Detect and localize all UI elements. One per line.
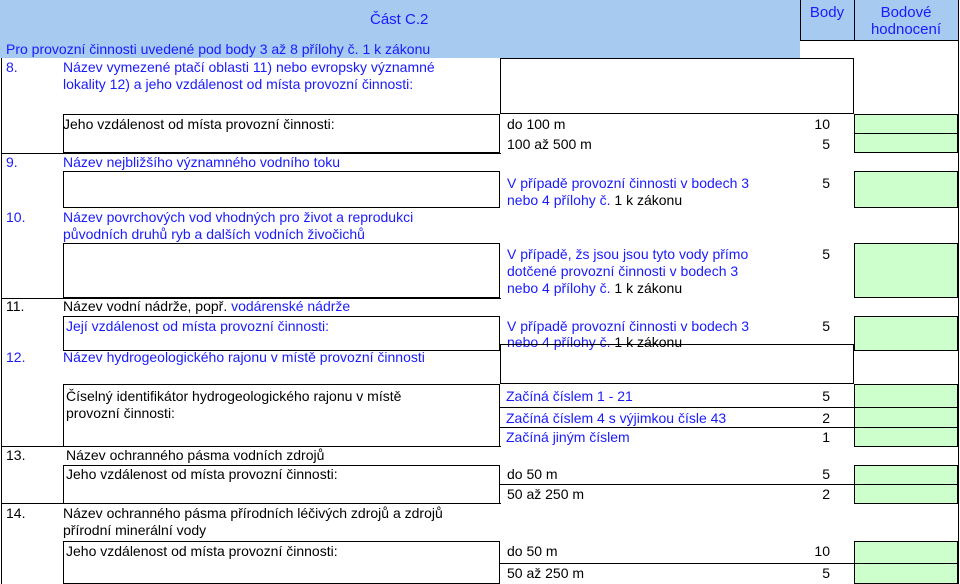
row-12-option-1: Začíná číslem 1 - 21: [506, 388, 633, 404]
row-11-sub-label: Její vzdálenost od místa provozní činnosti:: [66, 318, 330, 334]
row-14-option-1: do 50 m: [507, 543, 558, 559]
row-12-option-3: Začíná jiným číslem: [506, 429, 630, 445]
row-8-score-cell-2[interactable]: [854, 133, 958, 153]
header-divider: [800, 40, 958, 41]
row-9-option-text: 1 k zákonu: [614, 192, 683, 208]
row-11-title-text: Název vodní nádrže, popř.: [63, 298, 228, 314]
part-title: Část C.2: [370, 11, 429, 28]
row-11-score-cell[interactable]: [854, 316, 958, 351]
row-12-sub-line2: provozní činnosti:: [66, 405, 175, 421]
row-12-score-cell-3[interactable]: [854, 427, 958, 447]
subtitle: Pro provozní činnosti uvedené pod body 3 až 8 přílohy č. 1 k zákonu: [6, 41, 431, 57]
row-12-number: 12.: [6, 349, 26, 365]
row-divider: [1, 503, 501, 504]
row-9-option-line1: V případě provozní činnosti v bodech 3: [507, 175, 750, 191]
row-10-option-line1: V případě, žs jsou jsou tyto vody přímo: [507, 246, 749, 262]
row-11-number: 11.: [6, 298, 25, 314]
row-8-title-line2: lokality 12) a jeho vzdálenost od místa provozní činnosti:: [63, 76, 414, 92]
row-10-option-line3: [507, 280, 682, 297]
row-8-option-2: 100 až 500 m: [507, 136, 592, 152]
row-12-sub-line1: Číselný identifikátor hydrogeologického rajonu v místě: [66, 388, 402, 404]
row-12-input-name[interactable]: [500, 344, 854, 384]
row-10-points: 5: [822, 246, 830, 262]
row-14-sub-label: Jeho vzdálenost od místa provozní činnosti:: [66, 543, 338, 559]
row-13-points-2: 2: [822, 486, 830, 502]
row-12-points-2: 2: [822, 410, 830, 426]
row-11-title: [63, 298, 350, 315]
row-13-score-cell-2[interactable]: [854, 484, 958, 504]
row-8-option-1: do 100 m: [507, 116, 566, 132]
row-9-title: Název nejbližšího významného vodního toku: [63, 154, 341, 170]
row-13-title: Název ochranného pásma vodních zdrojů: [66, 447, 325, 463]
page-border-left: [1, 58, 2, 584]
page-border-right: [958, 0, 959, 584]
row-12-title: Název hydrogeologického rajonu v místě provozní činnosti: [63, 349, 425, 365]
row-10-title-line1: Název povrchových vod vhodných pro život a reprodukci: [63, 209, 414, 225]
row-10-title-line2: původních druhů ryb a dalších vodních živočichů: [63, 226, 365, 242]
row-13-score-cell-1[interactable]: [854, 465, 958, 485]
row-divider: [500, 484, 854, 485]
col-header-bodove: Bodové: [880, 4, 932, 21]
row-12-score-cell-2[interactable]: [854, 407, 958, 428]
row-13-option-2: 50 až 250 m: [507, 486, 585, 502]
row-14-points-2: 5: [822, 565, 830, 581]
row-11-title-text: vodárenské nádrže: [231, 298, 351, 314]
row-9-score-cell[interactable]: [854, 171, 958, 208]
row-11-points: 5: [822, 318, 830, 334]
col-header-body: Body: [809, 4, 845, 21]
row-9-option-text: nebo 4 přílohy č.: [507, 192, 611, 208]
row-10-number: 10.: [6, 209, 26, 225]
row-13-sub-label: Jeho vzdálenost od místa provozní činnosti:: [66, 466, 338, 482]
row-8-points-1: 10: [814, 116, 830, 132]
row-9-input-name[interactable]: [63, 171, 500, 208]
row-10-option-line2: dotčené provozní činnosti v bodech 3: [507, 263, 739, 279]
row-8-sub-label: Jeho vzdálenost od místa provozní činnosti:: [63, 116, 335, 132]
row-12-points-1: 5: [822, 388, 830, 404]
row-10-option-text: 1 k zákonu: [614, 280, 683, 296]
row-8-input-distance[interactable]: [63, 114, 500, 153]
col-header-hodnoceni: hodnocení: [870, 21, 942, 38]
row-10-input-name[interactable]: [63, 243, 500, 298]
row-8-input-name[interactable]: [500, 58, 854, 114]
row-14-title-line1: Název ochranného pásma přírodních léčivých zdrojů a zdrojů: [63, 505, 443, 521]
row-14-option-2: 50 až 250 m: [507, 565, 585, 581]
row-13-option-1: do 50 m: [507, 466, 558, 482]
row-9-option-line2: [507, 192, 682, 209]
row-divider: [500, 563, 854, 564]
row-14-score-cell-2[interactable]: [854, 563, 958, 584]
row-14-points-1: 10: [814, 543, 830, 559]
row-8-title-line1: Název vymezené ptačí oblasti 11) nebo evropsky významné: [63, 59, 435, 75]
row-13-points-1: 5: [822, 466, 830, 482]
row-14-score-cell-1[interactable]: [854, 541, 958, 564]
row-10-option-text: nebo 4 přílohy č.: [507, 280, 611, 296]
row-8-points-2: 5: [822, 136, 830, 152]
row-14-title-line2: přírodní minerální vody: [63, 522, 207, 538]
row-8-score-cell-1[interactable]: [854, 114, 958, 134]
row-11-option-text: 1 k zákonu: [614, 334, 683, 350]
row-12-points-3: 1: [822, 429, 830, 445]
row-11-option-text: nebo 4 přílohy č.: [507, 334, 611, 350]
row-9-points: 5: [822, 175, 830, 191]
row-14-number: 14.: [6, 505, 26, 521]
row-13-number: 13.: [6, 447, 26, 463]
row-8-number: 8.: [6, 59, 18, 75]
row-12-score-cell-1[interactable]: [854, 384, 958, 408]
row-9-number: 9.: [6, 154, 18, 170]
row-11-option-line1: V případě provozní činnosti v bodech 3: [507, 318, 750, 334]
row-10-score-cell[interactable]: [854, 243, 958, 298]
row-12-option-2: Začíná číslem 4 s výjimkou čísle 43: [506, 410, 727, 426]
